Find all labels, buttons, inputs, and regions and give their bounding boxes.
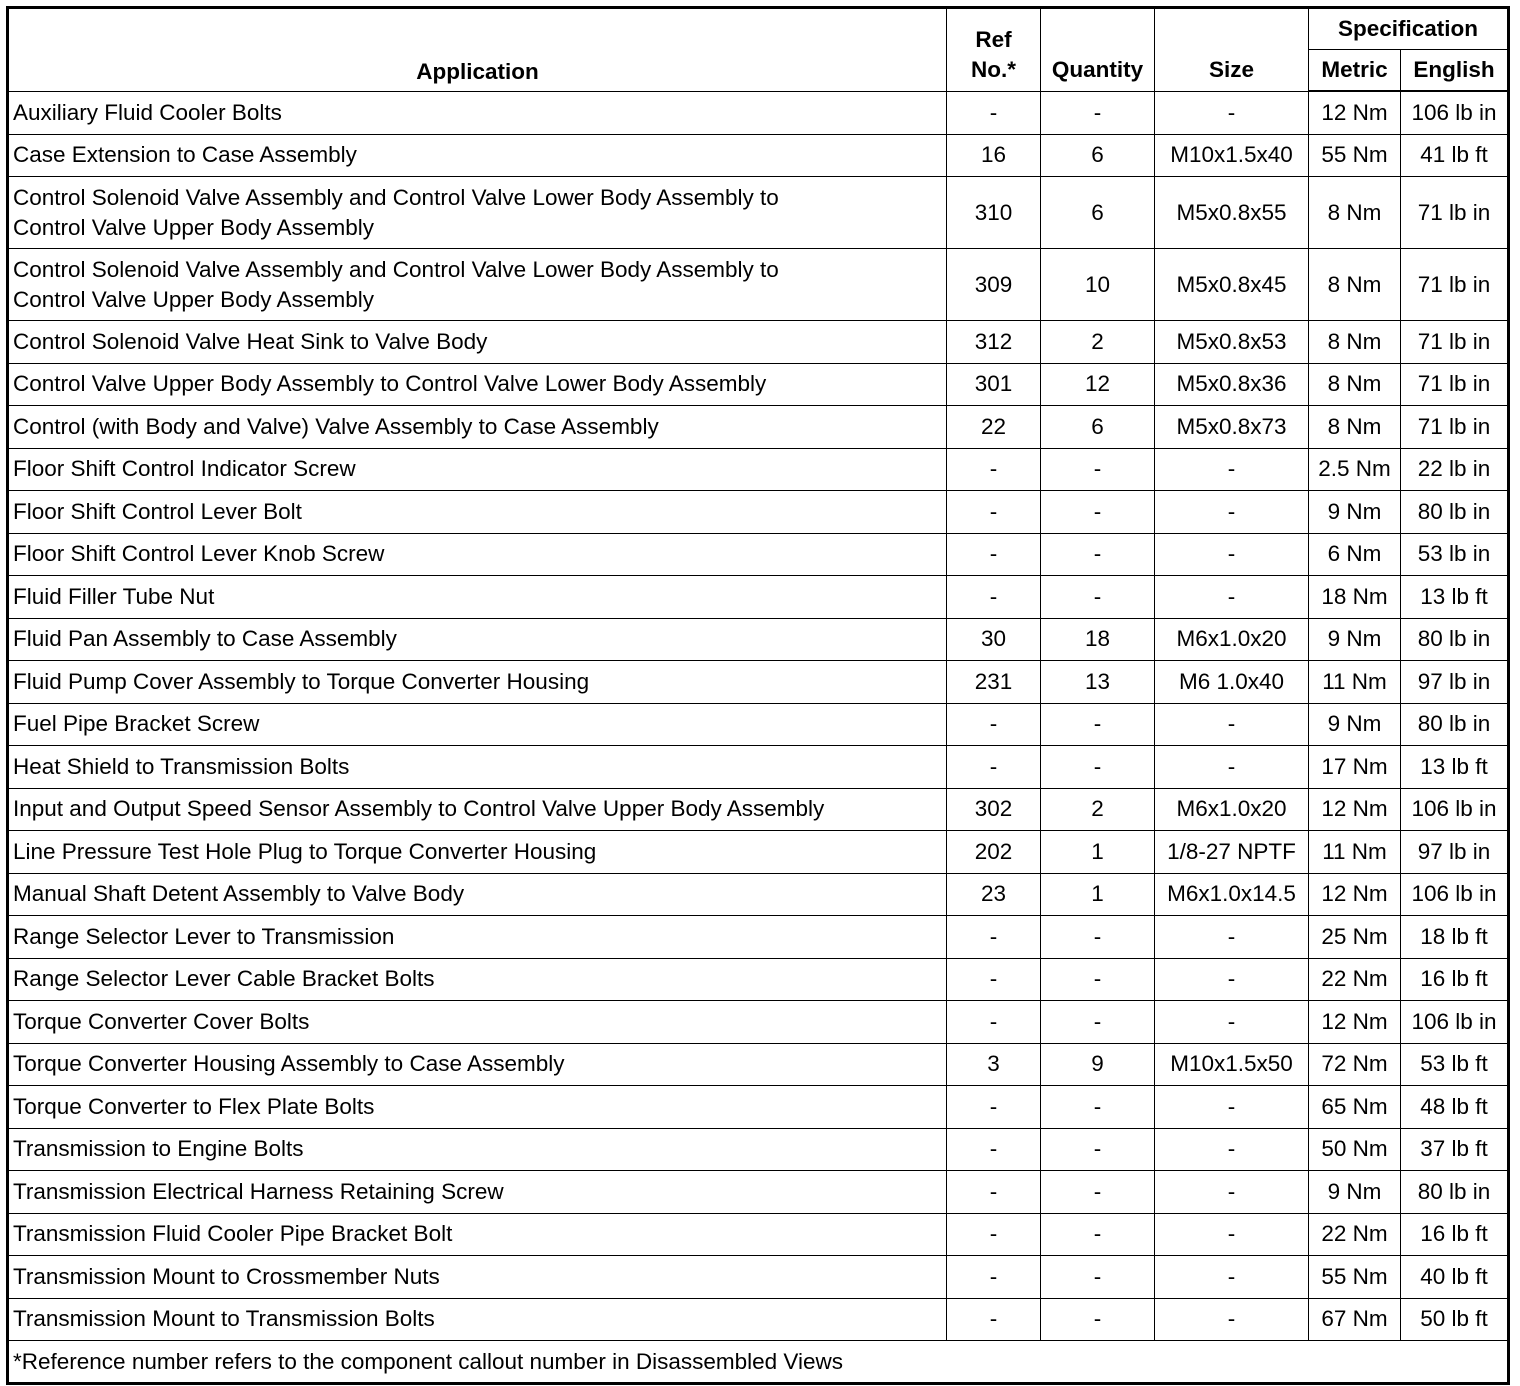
cell-ref: - — [947, 91, 1041, 134]
table-row — [8, 746, 1509, 789]
cell-metric: 8 Nm — [1309, 249, 1401, 321]
cell-ref: - — [947, 703, 1041, 746]
cell-metric: 8 Nm — [1309, 363, 1401, 406]
cell-size: - — [1155, 448, 1309, 491]
table-row — [8, 91, 1509, 134]
cell-application: Transmission Mount to Transmission Bolts — [8, 1298, 947, 1341]
cell-application: Manual Shaft Detent Assembly to Valve Body — [8, 873, 947, 916]
cell-metric: 9 Nm — [1309, 1171, 1401, 1214]
cell-quantity: 6 — [1041, 177, 1155, 249]
cell-metric: 55 Nm — [1309, 1256, 1401, 1299]
cell-quantity: - — [1041, 1298, 1155, 1341]
cell-application: Line Pressure Test Hole Plug to Torque Converter Housing — [8, 831, 947, 874]
cell-quantity: 6 — [1041, 406, 1155, 449]
table-row — [8, 249, 1509, 321]
cell-ref: - — [947, 1128, 1041, 1171]
cell-size: - — [1155, 916, 1309, 959]
cell-ref: 302 — [947, 788, 1041, 831]
table-row — [8, 1298, 1509, 1341]
table-row — [8, 958, 1509, 1001]
cell-ref: 231 — [947, 661, 1041, 704]
cell-metric: 11 Nm — [1309, 831, 1401, 874]
cell-application: Input and Output Speed Sensor Assembly to Control Valve Upper Body Assembly — [8, 788, 947, 831]
cell-size: - — [1155, 491, 1309, 534]
cell-application: Control Solenoid Valve Assembly and Control Valve Lower Body Assembly to Control Valve Upper Body Assembly — [8, 177, 947, 249]
cell-english: 71 lb in — [1401, 249, 1509, 321]
cell-english: 97 lb in — [1401, 831, 1509, 874]
cell-ref: - — [947, 746, 1041, 789]
cell-ref: - — [947, 576, 1041, 619]
cell-quantity: - — [1041, 91, 1155, 134]
table-row — [8, 1213, 1509, 1256]
header-metric: Metric — [1309, 50, 1401, 92]
cell-application: Control Solenoid Valve Heat Sink to Valve Body — [8, 321, 947, 364]
cell-english: 80 lb in — [1401, 1171, 1509, 1214]
cell-ref: 310 — [947, 177, 1041, 249]
cell-size: - — [1155, 533, 1309, 576]
cell-ref: - — [947, 916, 1041, 959]
cell-ref: 3 — [947, 1043, 1041, 1086]
cell-ref: - — [947, 1213, 1041, 1256]
table-row — [8, 576, 1509, 619]
cell-quantity: - — [1041, 1171, 1155, 1214]
cell-size: 1/8-27 NPTF — [1155, 831, 1309, 874]
table-row — [8, 916, 1509, 959]
table-row — [8, 177, 1509, 249]
cell-ref: - — [947, 1171, 1041, 1214]
cell-english: 106 lb in — [1401, 1001, 1509, 1044]
cell-metric: 18 Nm — [1309, 576, 1401, 619]
cell-ref: 309 — [947, 249, 1041, 321]
cell-size: - — [1155, 1128, 1309, 1171]
table-row — [8, 788, 1509, 831]
table-row — [8, 1128, 1509, 1171]
cell-english: 37 lb ft — [1401, 1128, 1509, 1171]
cell-application: Fluid Pan Assembly to Case Assembly — [8, 618, 947, 661]
cell-english: 22 lb in — [1401, 448, 1509, 491]
cell-english: 16 lb ft — [1401, 1213, 1509, 1256]
cell-application: Range Selector Lever to Transmission — [8, 916, 947, 959]
header-specification: Specification — [1309, 8, 1509, 50]
cell-quantity: - — [1041, 491, 1155, 534]
cell-ref: 312 — [947, 321, 1041, 364]
cell-size: - — [1155, 1256, 1309, 1299]
cell-english: 71 lb in — [1401, 363, 1509, 406]
cell-metric: 8 Nm — [1309, 321, 1401, 364]
header-english: English — [1401, 50, 1509, 92]
cell-application: Torque Converter to Flex Plate Bolts — [8, 1086, 947, 1129]
table-row — [8, 831, 1509, 874]
cell-application: Floor Shift Control Lever Bolt — [8, 491, 947, 534]
cell-ref: 16 — [947, 134, 1041, 177]
table-row — [8, 406, 1509, 449]
cell-size: - — [1155, 1086, 1309, 1129]
cell-ref: - — [947, 533, 1041, 576]
cell-metric: 22 Nm — [1309, 958, 1401, 1001]
cell-quantity: - — [1041, 1128, 1155, 1171]
cell-quantity: 6 — [1041, 134, 1155, 177]
cell-english: 80 lb in — [1401, 618, 1509, 661]
table-row — [8, 1256, 1509, 1299]
cell-metric: 11 Nm — [1309, 661, 1401, 704]
cell-ref: - — [947, 448, 1041, 491]
cell-metric: 55 Nm — [1309, 134, 1401, 177]
cell-ref: - — [947, 1256, 1041, 1299]
cell-size: - — [1155, 958, 1309, 1001]
footnote: *Reference number refers to the component callout number in Disassembled Views — [8, 1341, 1509, 1384]
table-row — [8, 618, 1509, 661]
cell-application: Transmission Mount to Crossmember Nuts — [8, 1256, 947, 1299]
cell-metric: 12 Nm — [1309, 91, 1401, 134]
cell-quantity: 12 — [1041, 363, 1155, 406]
cell-quantity: - — [1041, 703, 1155, 746]
cell-application: Transmission Electrical Harness Retaining Screw — [8, 1171, 947, 1214]
cell-metric: 50 Nm — [1309, 1128, 1401, 1171]
cell-quantity: - — [1041, 1256, 1155, 1299]
cell-application: Transmission Fluid Cooler Pipe Bracket Bolt — [8, 1213, 947, 1256]
cell-english: 80 lb in — [1401, 491, 1509, 534]
header-size: Size — [1155, 8, 1309, 92]
cell-ref: - — [947, 1086, 1041, 1129]
table-row — [8, 448, 1509, 491]
cell-metric: 67 Nm — [1309, 1298, 1401, 1341]
cell-size: - — [1155, 576, 1309, 619]
cell-metric: 9 Nm — [1309, 618, 1401, 661]
cell-english: 53 lb ft — [1401, 1043, 1509, 1086]
cell-quantity: - — [1041, 576, 1155, 619]
cell-size: - — [1155, 1001, 1309, 1044]
cell-english: 106 lb in — [1401, 873, 1509, 916]
cell-application: Range Selector Lever Cable Bracket Bolts — [8, 958, 947, 1001]
cell-english: 18 lb ft — [1401, 916, 1509, 959]
cell-ref: 22 — [947, 406, 1041, 449]
table-row — [8, 661, 1509, 704]
cell-english: 40 lb ft — [1401, 1256, 1509, 1299]
cell-size: M10x1.5x40 — [1155, 134, 1309, 177]
cell-application: Torque Converter Housing Assembly to Case Assembly — [8, 1043, 947, 1086]
cell-application: Control Solenoid Valve Assembly and Control Valve Lower Body Assembly to Control Valve Upper Body Assembly — [8, 249, 947, 321]
cell-ref: - — [947, 1001, 1041, 1044]
cell-application: Heat Shield to Transmission Bolts — [8, 746, 947, 789]
table-row — [8, 491, 1509, 534]
cell-english: 71 lb in — [1401, 177, 1509, 249]
cell-size: M6 1.0x40 — [1155, 661, 1309, 704]
cell-metric: 8 Nm — [1309, 177, 1401, 249]
cell-size: M6x1.0x14.5 — [1155, 873, 1309, 916]
cell-english: 13 lb ft — [1401, 746, 1509, 789]
cell-metric: 17 Nm — [1309, 746, 1401, 789]
table-row — [8, 1171, 1509, 1214]
cell-application: Case Extension to Case Assembly — [8, 134, 947, 177]
fastener-specifications-table — [6, 6, 1510, 1385]
cell-quantity: 13 — [1041, 661, 1155, 704]
cell-metric: 9 Nm — [1309, 703, 1401, 746]
table-row — [8, 703, 1509, 746]
cell-size: M6x1.0x20 — [1155, 618, 1309, 661]
cell-english: 80 lb in — [1401, 703, 1509, 746]
cell-size: - — [1155, 703, 1309, 746]
cell-metric: 12 Nm — [1309, 788, 1401, 831]
cell-english: 53 lb in — [1401, 533, 1509, 576]
cell-quantity: - — [1041, 1213, 1155, 1256]
cell-quantity: - — [1041, 916, 1155, 959]
cell-metric: 72 Nm — [1309, 1043, 1401, 1086]
cell-ref: 202 — [947, 831, 1041, 874]
header-application: Application — [8, 8, 947, 92]
header-ref-line2: No.* — [971, 56, 1016, 82]
cell-application: Control Valve Upper Body Assembly to Control Valve Lower Body Assembly — [8, 363, 947, 406]
cell-size: - — [1155, 1171, 1309, 1214]
cell-quantity: 9 — [1041, 1043, 1155, 1086]
cell-application: Fuel Pipe Bracket Screw — [8, 703, 947, 746]
table-row — [8, 134, 1509, 177]
cell-quantity: 10 — [1041, 249, 1155, 321]
cell-quantity: 1 — [1041, 873, 1155, 916]
table-row — [8, 321, 1509, 364]
cell-quantity: 18 — [1041, 618, 1155, 661]
cell-metric: 2.5 Nm — [1309, 448, 1401, 491]
cell-english: 13 lb ft — [1401, 576, 1509, 619]
cell-english: 41 lb ft — [1401, 134, 1509, 177]
cell-ref: 30 — [947, 618, 1041, 661]
table-row — [8, 363, 1509, 406]
cell-ref: - — [947, 491, 1041, 534]
cell-application: Transmission to Engine Bolts — [8, 1128, 947, 1171]
cell-size: M5x0.8x45 — [1155, 249, 1309, 321]
cell-quantity: 2 — [1041, 788, 1155, 831]
cell-ref: 23 — [947, 873, 1041, 916]
cell-metric: 25 Nm — [1309, 916, 1401, 959]
cell-ref: - — [947, 1298, 1041, 1341]
cell-quantity: - — [1041, 533, 1155, 576]
cell-size: M5x0.8x73 — [1155, 406, 1309, 449]
cell-english: 50 lb ft — [1401, 1298, 1509, 1341]
cell-application: Fluid Filler Tube Nut — [8, 576, 947, 619]
cell-metric: 12 Nm — [1309, 873, 1401, 916]
cell-size: M10x1.5x50 — [1155, 1043, 1309, 1086]
cell-application: Fluid Pump Cover Assembly to Torque Converter Housing — [8, 661, 947, 704]
cell-english: 16 lb ft — [1401, 958, 1509, 1001]
cell-quantity: 2 — [1041, 321, 1155, 364]
header-quantity: Quantity — [1041, 8, 1155, 92]
cell-size: M6x1.0x20 — [1155, 788, 1309, 831]
table-row — [8, 1001, 1509, 1044]
cell-english: 71 lb in — [1401, 321, 1509, 364]
cell-application: Auxiliary Fluid Cooler Bolts — [8, 91, 947, 134]
cell-english: 71 lb in — [1401, 406, 1509, 449]
cell-metric: 8 Nm — [1309, 406, 1401, 449]
cell-size: M5x0.8x55 — [1155, 177, 1309, 249]
header-ref-no — [947, 8, 1041, 92]
cell-size: - — [1155, 1298, 1309, 1341]
cell-application: Control (with Body and Valve) Valve Assembly to Case Assembly — [8, 406, 947, 449]
table-row — [8, 873, 1509, 916]
cell-english: 97 lb in — [1401, 661, 1509, 704]
cell-quantity: - — [1041, 1086, 1155, 1129]
cell-application: Floor Shift Control Indicator Screw — [8, 448, 947, 491]
cell-size: M5x0.8x53 — [1155, 321, 1309, 364]
cell-application: Torque Converter Cover Bolts — [8, 1001, 947, 1044]
cell-english: 106 lb in — [1401, 788, 1509, 831]
cell-quantity: 1 — [1041, 831, 1155, 874]
cell-ref: - — [947, 958, 1041, 1001]
header-ref-line1: Ref — [975, 26, 1012, 52]
table-body — [8, 91, 1509, 1341]
table-row — [8, 1086, 1509, 1129]
cell-quantity: - — [1041, 448, 1155, 491]
cell-ref: 301 — [947, 363, 1041, 406]
cell-metric: 65 Nm — [1309, 1086, 1401, 1129]
cell-metric: 9 Nm — [1309, 491, 1401, 534]
cell-quantity: - — [1041, 746, 1155, 789]
cell-quantity: - — [1041, 1001, 1155, 1044]
table-row — [8, 533, 1509, 576]
cell-metric: 6 Nm — [1309, 533, 1401, 576]
cell-size: - — [1155, 746, 1309, 789]
cell-application: Floor Shift Control Lever Knob Screw — [8, 533, 947, 576]
cell-metric: 12 Nm — [1309, 1001, 1401, 1044]
cell-size: - — [1155, 91, 1309, 134]
cell-english: 106 lb in — [1401, 91, 1509, 134]
cell-metric: 22 Nm — [1309, 1213, 1401, 1256]
cell-quantity: - — [1041, 958, 1155, 1001]
table-row — [8, 1043, 1509, 1086]
cell-size: - — [1155, 1213, 1309, 1256]
cell-english: 48 lb ft — [1401, 1086, 1509, 1129]
cell-size: M5x0.8x36 — [1155, 363, 1309, 406]
